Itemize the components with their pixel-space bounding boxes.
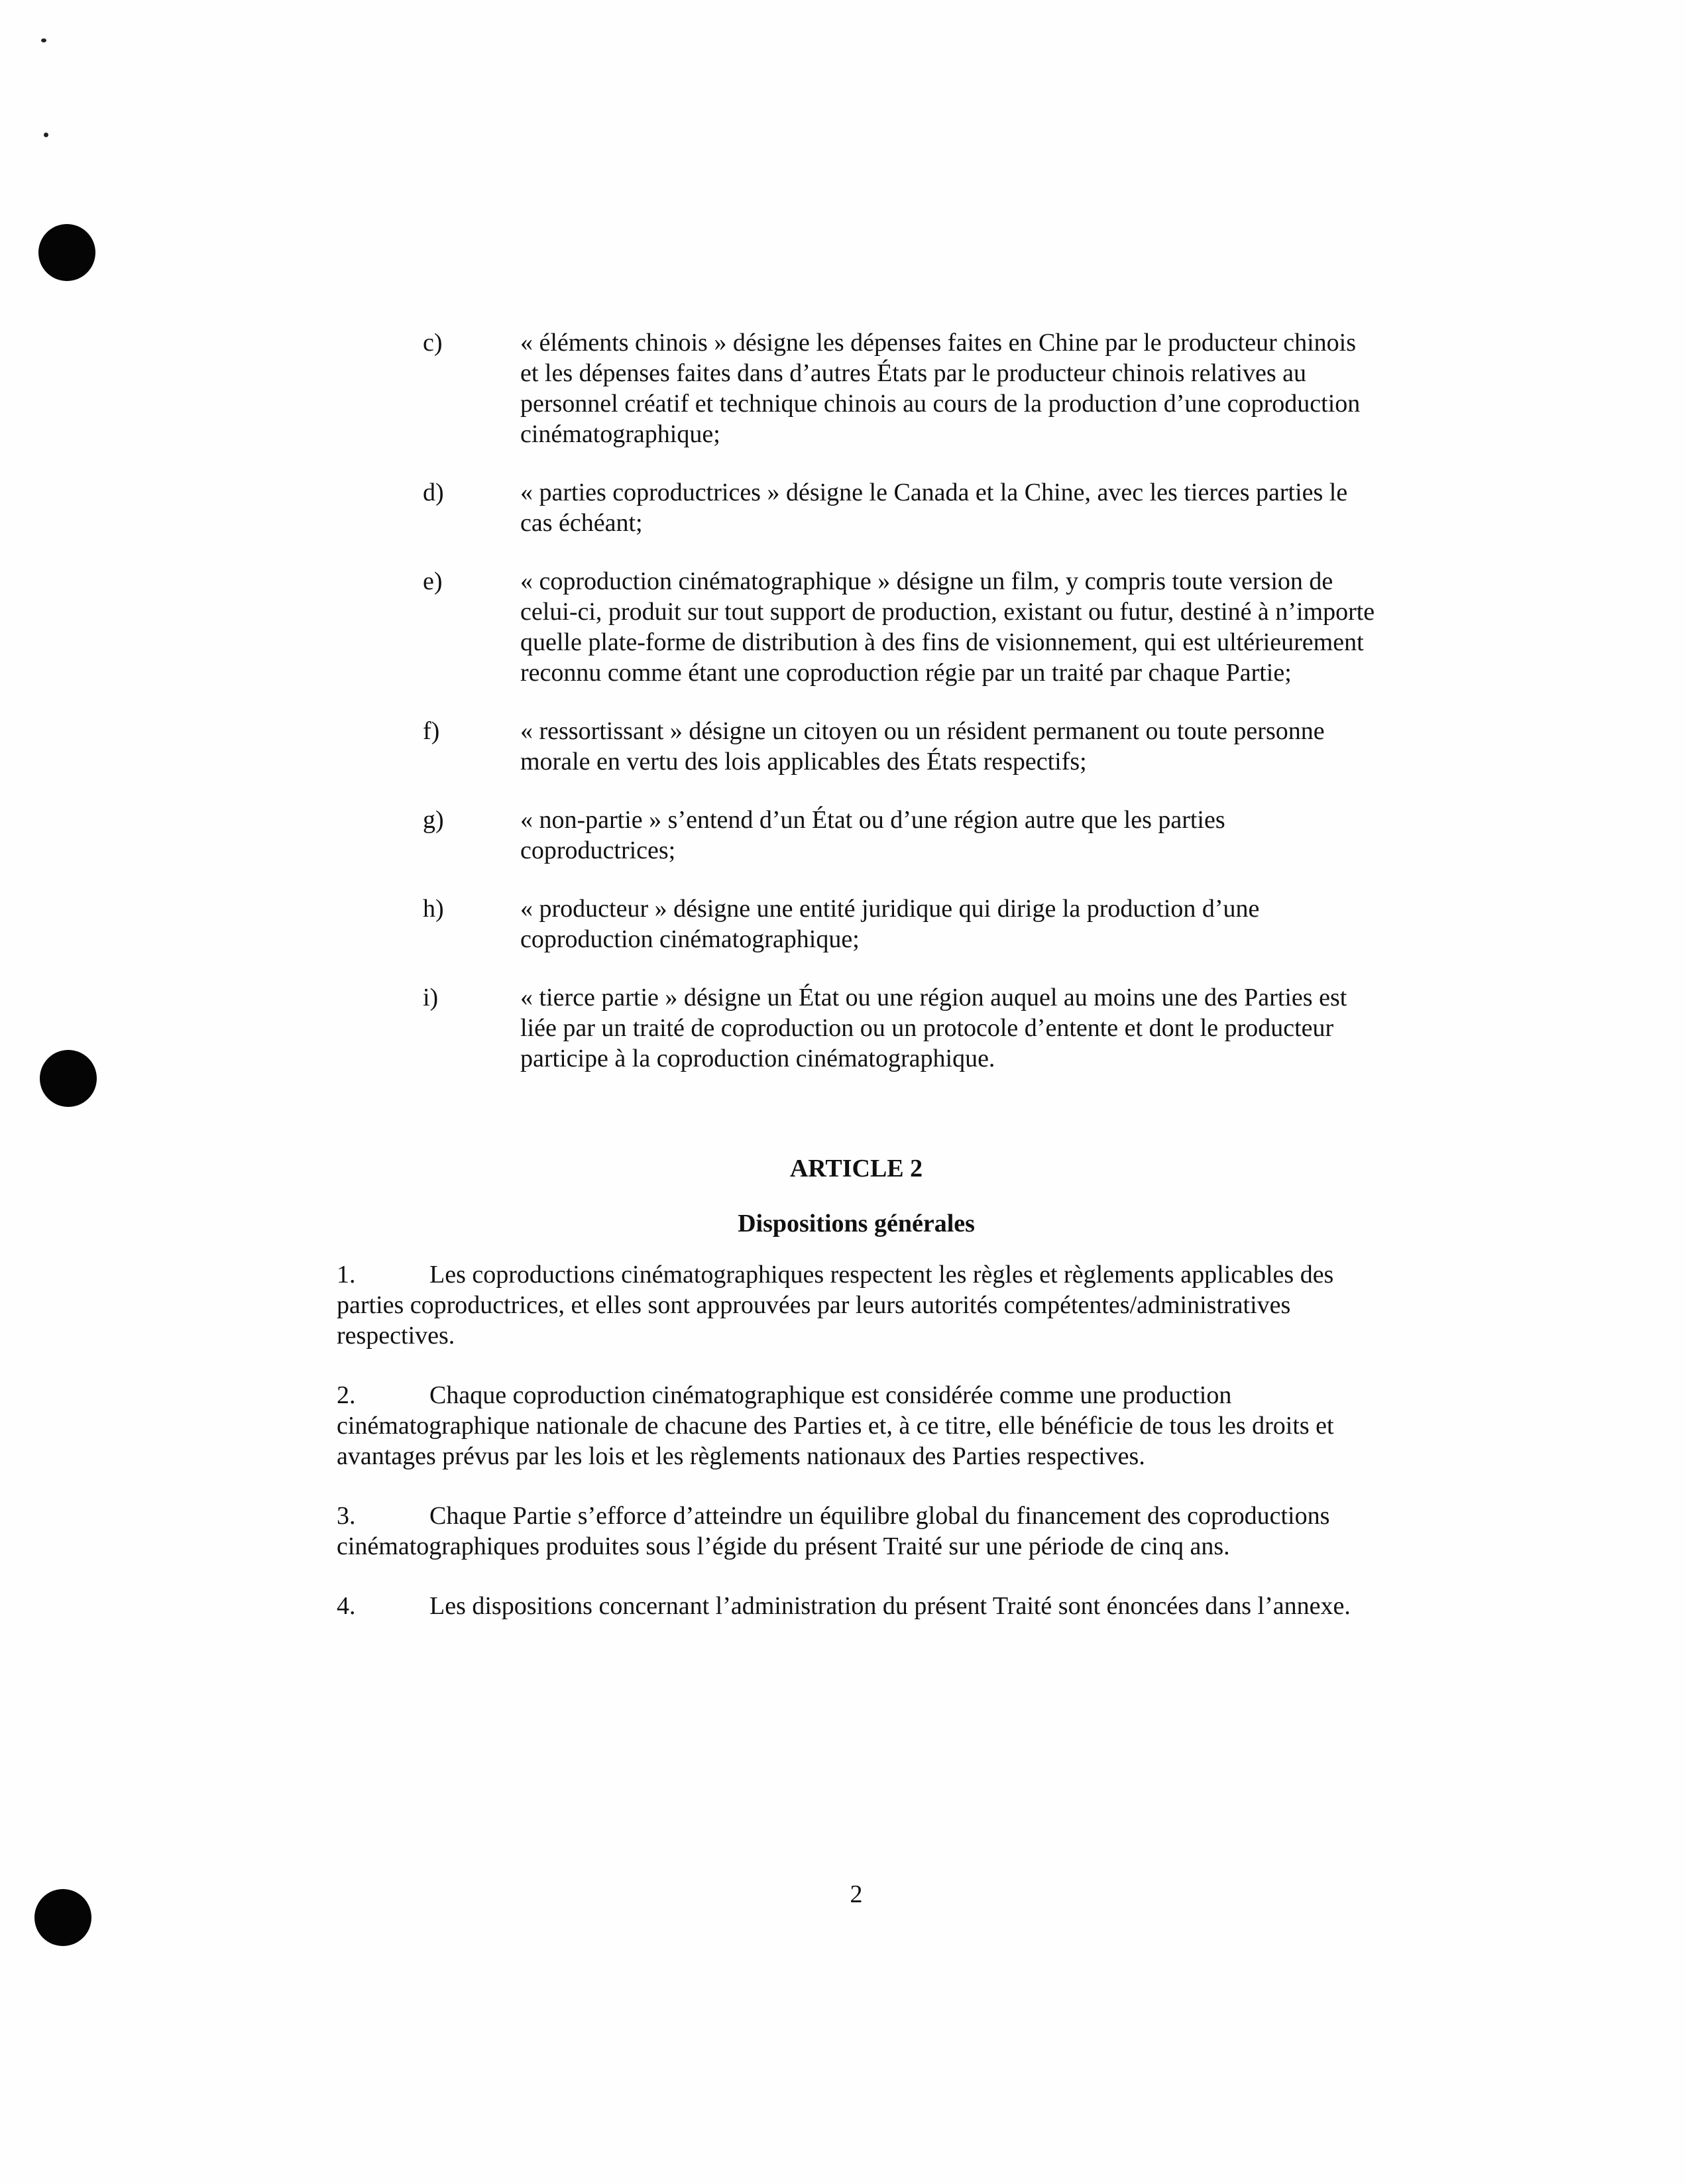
paragraph-number: 4. [337,1592,356,1620]
article-subtitle: Dispositions générales [738,1210,975,1237]
paragraph-text: Chaque Partie s’efforce d’atteindre un équilibre global du financement des coproductions cinématographiques produites sous l’égide du présent Traité sur une période de cinq ans. [337,1502,1330,1560]
definition-text: « non-partie » s’entend d’un État ou d’une région autre que les parties coproductrices; [520,806,1225,864]
definition-item [423,982,1377,1074]
punch-hole-top [38,224,95,281]
paragraph-number: 2. [337,1381,356,1409]
definitions-list [423,327,1377,1102]
definition-item [423,805,1377,866]
paragraph-text: Les dispositions concernant l’administration du présent Traité sont énoncées dans l’annexe. [429,1592,1351,1620]
paragraph-text: Les coproductions cinématographiques respectent les règles et règlements applicables des parties coproductrices, et elles sont approuvées par leurs autorités compétentes/administratives respectives. [337,1261,1334,1350]
definition-text: « coproduction cinématographique » désigne un film, y compris toute version de celui-ci, produit sur tout support de production, existant ou futur, destiné à n’importe quelle plate-forme de distribution à des fins de visionnement, qui est ultérieurement reconnu comme étant une coproduction régie par un traité par chaque Partie; [520,567,1375,687]
definition-letter: g) [423,806,444,834]
definition-letter: e) [423,567,443,595]
paragraph-number: 1. [337,1261,356,1289]
numbered-paragraph [337,1259,1384,1351]
definition-item [423,477,1377,538]
paragraph-text: Chaque coproduction cinématographique est considérée comme une production cinématographique nationale de chacune des Parties et, à ce titre, elle bénéficie de tous les droits et avantages prévus par les lois et les règlements nationaux des Parties respectives. [337,1381,1334,1470]
definition-text: « ressortissant » désigne un citoyen ou un résident permanent ou toute personne morale en vertu des lois applicables des États respectifs; [520,717,1325,776]
definition-text: « producteur » désigne une entité juridique qui dirige la production d’une coproduction cinématographique; [520,895,1260,953]
definition-item [423,893,1377,954]
definition-item [423,327,1377,449]
definition-item [423,566,1377,688]
article-title: ARTICLE 2 [789,1155,923,1182]
definition-letter: f) [423,717,440,745]
numbered-paragraph [337,1380,1384,1471]
definition-item [423,716,1377,777]
definition-letter: h) [423,895,444,923]
numbered-paragraph [337,1591,1384,1621]
scan-speck [44,133,48,137]
article-paragraphs [337,1259,1384,1650]
paragraph-number: 3. [337,1502,356,1530]
definition-letter: d) [423,479,444,506]
definition-text: « parties coproductrices » désigne le Canada et la Chine, avec les tierces parties le cas échéant; [520,479,1348,537]
scan-speck [41,38,46,42]
definition-letter: c) [423,329,443,357]
definition-text: « tierce partie » désigne un État ou une région auquel au moins une des Parties est liée par un traité de coproduction ou un protocole d’entente et dont le producteur participe à la coproduction cinématographique. [520,984,1347,1072]
page-number: 2 [850,1880,863,1908]
definition-text: « éléments chinois » désigne les dépenses faites en Chine par le producteur chinois et les dépenses faites dans d’autres États par le producteur chinois relatives au personnel créatif et technique chinois au cours de la production d’une coproduction cinématographique; [520,329,1361,448]
numbered-paragraph [337,1501,1384,1562]
definition-letter: i) [423,984,439,1011]
punch-hole-middle [40,1050,97,1107]
